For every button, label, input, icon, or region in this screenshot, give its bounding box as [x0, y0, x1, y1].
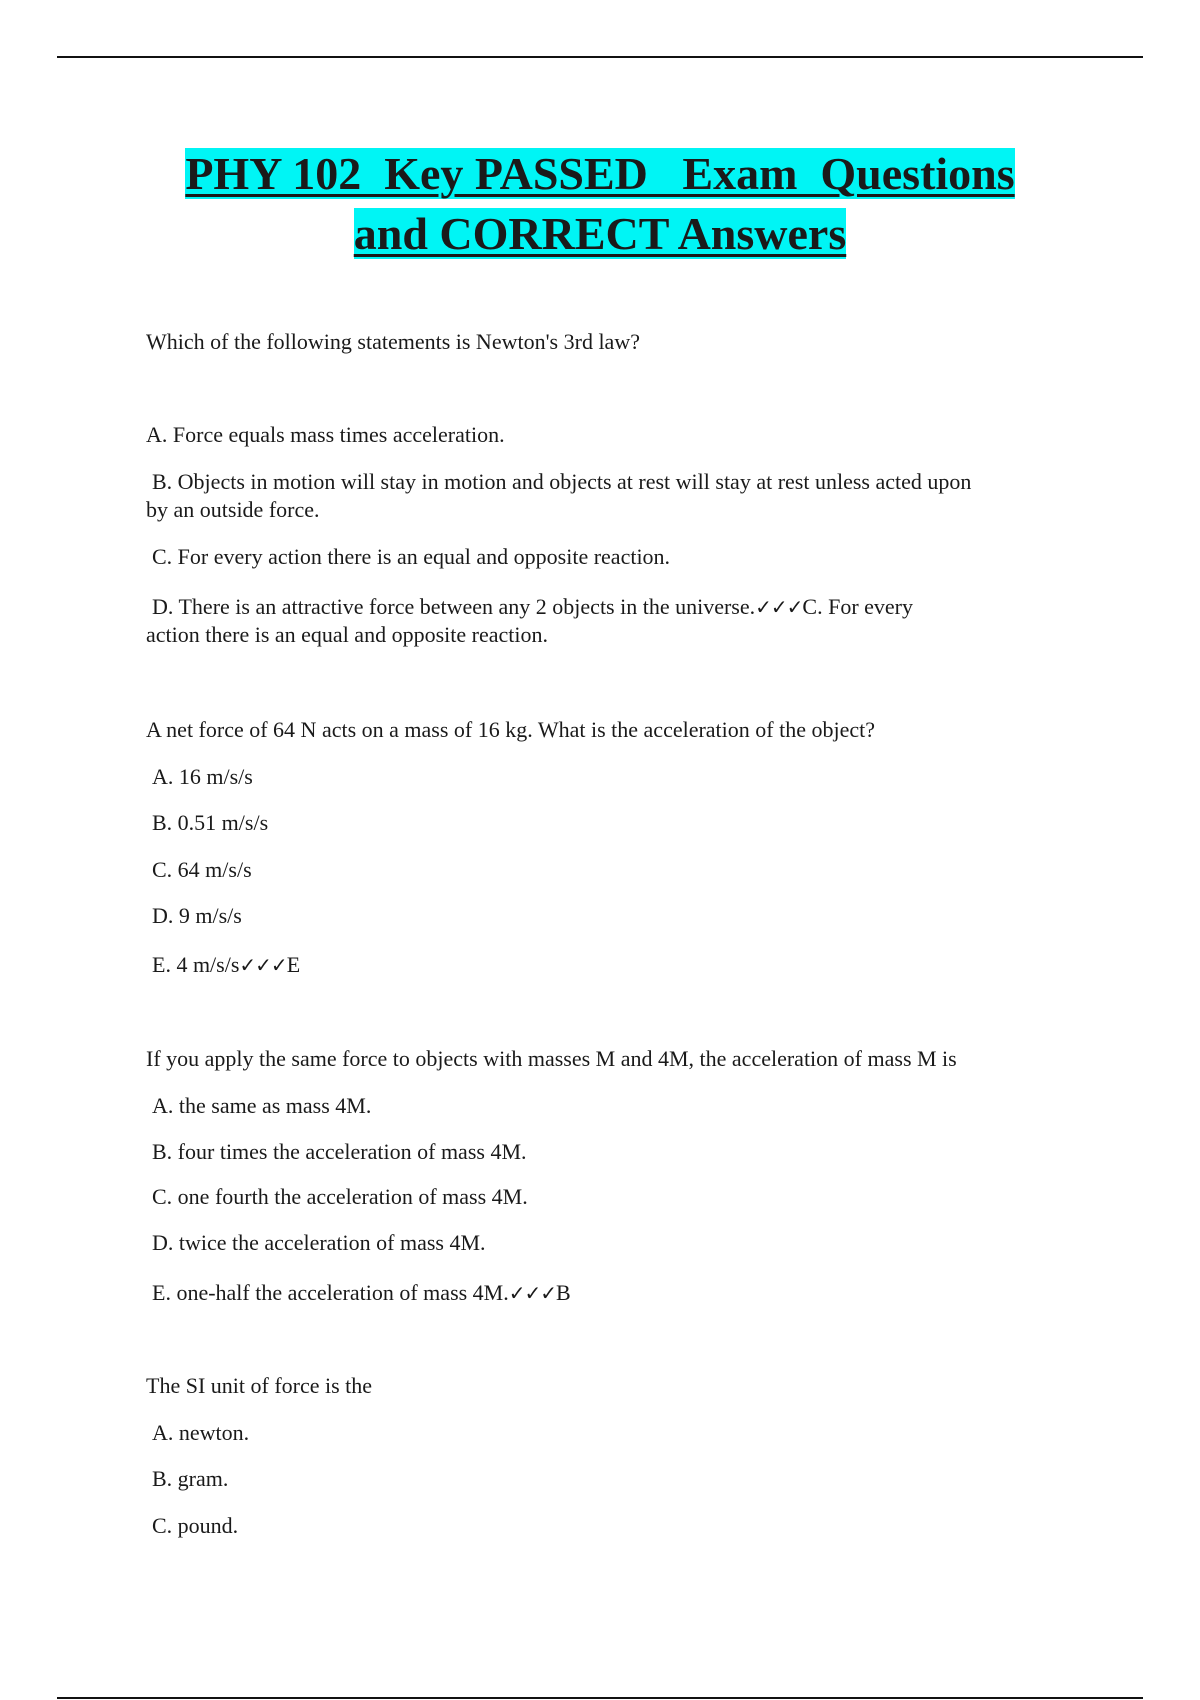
q2-option-b: B. 0.51 m/s/s	[152, 810, 269, 835]
q3-option-c: C. one fourth the acceleration of mass 4M.	[152, 1184, 528, 1209]
question-3-prompt: If you apply the same force to objects with masses M and 4M, the acceleration of mass M is	[146, 1046, 957, 1071]
q2-answer: E	[286, 952, 301, 977]
q3-answer: B	[556, 1280, 571, 1305]
q4-option-c: C. pound.	[152, 1513, 239, 1538]
question-4-prompt: The SI unit of force is the	[146, 1373, 373, 1398]
q2-option-a: A. 16 m/s/s	[152, 764, 253, 789]
title-line-2: and CORRECT Answers	[353, 208, 847, 259]
q2-option-d: D. 9 m/s/s	[152, 903, 242, 928]
question-2-prompt: A net force of 64 N acts on a mass of 16 kg. What is the acceleration of the object?	[146, 717, 876, 742]
header-rule	[57, 56, 1143, 58]
q1-answer: C. For every	[802, 594, 914, 619]
q2-option-e: E. 4 m/s/s✓✓✓E	[152, 952, 301, 977]
title-line-1: PHY 102 Key PASSED Exam Questions	[185, 148, 1015, 199]
q3-option-d: D. twice the acceleration of mass 4M.	[152, 1230, 486, 1255]
q1-option-b: B. Objects in motion will stay in motion and objects at rest will stay at rest unless acted upon by an outside force.	[146, 469, 972, 522]
q4-option-b: B. gram.	[152, 1466, 229, 1491]
answer-check-icon: ✓✓✓	[508, 1281, 557, 1305]
answer-check-icon: ✓✓✓	[755, 595, 803, 619]
q3-option-e: E. one-half the acceleration of mass 4M.✓✓✓B	[152, 1280, 571, 1305]
q3-option-b: B. four times the acceleration of mass 4M.	[152, 1139, 527, 1164]
answer-check-icon: ✓✓✓	[239, 953, 287, 977]
q3-option-a: A. the same as mass 4M.	[152, 1093, 372, 1118]
q1-option-d: D. There is an attractive force between any 2 objects in the universe.✓✓✓C. For every action there is an equal and opposite reaction.	[146, 594, 914, 647]
footer-rule	[57, 1697, 1143, 1699]
q2-option-c: C. 64 m/s/s	[152, 857, 252, 882]
question-1-prompt: Which of the following statements is Newton's 3rd law?	[146, 329, 640, 354]
document-title	[0, 144, 1200, 264]
q1-option-c: C. For every action there is an equal and opposite reaction.	[152, 544, 671, 569]
q4-option-a: A. newton.	[152, 1420, 250, 1445]
q1-option-a: A. Force equals mass times acceleration.	[146, 422, 505, 447]
